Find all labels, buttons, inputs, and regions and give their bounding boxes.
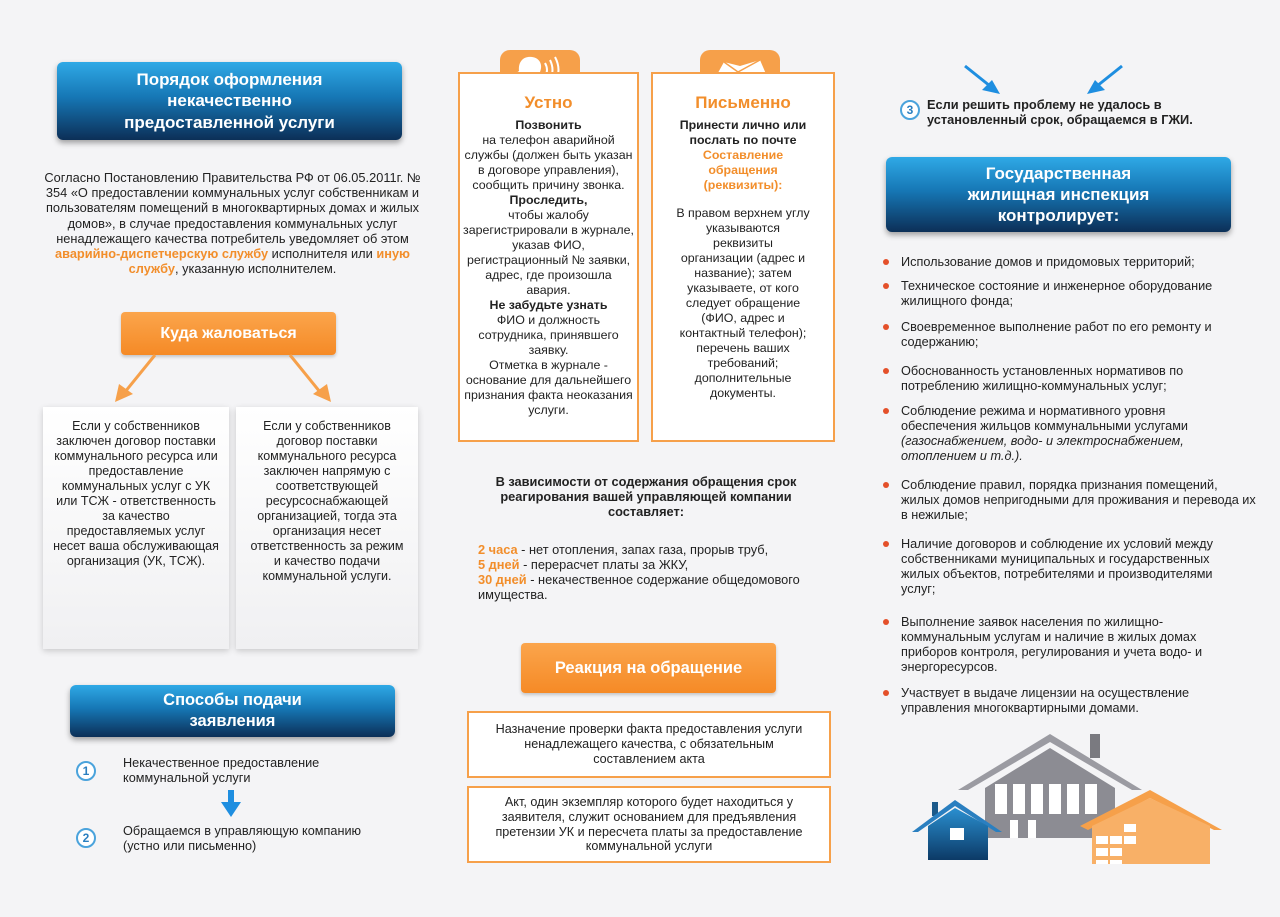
methods-header-title: Способы подачи заявления — [163, 691, 302, 730]
step-down-arrow-icon — [220, 790, 242, 818]
arrow-right-icon — [290, 355, 331, 402]
reaction-box-1: Назначение проверки факта предоставления услуги ненадлежащего качества, с обязательным составлением акта — [467, 711, 831, 778]
oral-content: Позвонить на телефон аварийной службы (должен быть указан в договоре управления), сообщить причину звонка. Проследить, чтобы жалобу зарегистрировали в журнале, указав ФИО, регистрационный № заявки, адрес, где произошла авария. Не забудьте узнать ФИО и должность сотрудника, принявшего заявку. Отметка в журнале - основание для дальнейшего признания факта неоказания услуги. — [463, 118, 634, 417]
houses-illustration — [910, 728, 1230, 868]
step-3-text: Если решить проблему не удалось в установленный срок, обращаемся в ГЖИ. — [927, 97, 1193, 127]
card-resource-supplier: Если у собственников договор поставки коммунального ресурса заключен напрямую с соответствующей ресурсоснабжающей организацией, тогда эта организация несет ответственность за режим и качество подачи коммунальной услуги. — [236, 407, 418, 649]
list-item: Наличие договоров и соблюдение их условий между собственниками муниципальных и государственных жилых объектов, потребителями и производителями услуг; — [883, 537, 1243, 597]
step-1-badge: 1 — [76, 761, 96, 781]
arrow-down-left-icon — [1087, 66, 1122, 94]
list-item: Соблюдение режима и нормативного уровня обеспечения жильцов коммунальными услугами (газоснабжением, водо- и электроснабжением, отоплением и т.д.). — [883, 404, 1243, 464]
response-intro: В зависимости от содержания обращения срок реагирования вашей управляющей компании составляет: — [495, 474, 797, 519]
intro-paragraph: Согласно Постановлению Правительства РФ от 06.05.2011г. № 354 «О предоставлении коммунальных услуг собственникам и пользователям помещений в многоквартирных домах и жилых домов», в случае предоставления коммунальных услуг ненадлежащего качества потребитель уведомляет об этом аварийно-диспетчерскую службу исполнителя или иную службу, указанную исполнителем. — [44, 170, 421, 277]
oral-title: Устно — [524, 93, 573, 112]
pointing-arrows — [960, 62, 1130, 100]
step-3-badge: 3 — [900, 100, 920, 120]
written-title: Письменно — [695, 93, 791, 112]
split-arrows — [105, 352, 345, 407]
list-item: Соблюдение правил, порядка признания помещений, жилых домов непригодными для проживания и перевода их в нежилые; — [883, 478, 1258, 523]
step-2-badge: 2 — [76, 828, 96, 848]
list-item: Своевременное выполнение работ по его ремонту и содержанию; — [883, 320, 1243, 350]
reaction-box-2: Акт, один экземпляр которого будет находиться у заявителя, служит основанием для предъявления претензии УК и пересчета платы за предоставление коммунальной услуги — [467, 786, 831, 863]
list-item: Техническое состояние и инженерное оборудование жилищного фонда; — [883, 279, 1243, 309]
card-uk-tszh: Если у собственников заключен договор поставки коммунального ресурса или предоставление коммунальных услуг с УК или ТСЖ - ответственность за качество предоставляемых услуг несет ваша обслуживающая организация (УК, ТСЖ). — [43, 407, 229, 649]
step-1-text: Некачественное предоставление коммунальной услуги — [123, 756, 320, 785]
list-item: Участвует в выдаче лицензии на осуществление управления многоквартирными домами. — [883, 686, 1238, 716]
timing-item: 2 часа - нет отопления, запах газа, прорыв труб, — [478, 542, 769, 557]
timings-list — [478, 542, 838, 602]
inspection-header — [886, 157, 1231, 232]
timing-item: 30 дней - некачественное содержание общедомового имущества. — [478, 572, 800, 602]
procedure-header-title: Порядок оформления некачественно предоставленной услуги — [124, 70, 335, 132]
arrow-left-icon — [115, 355, 155, 402]
other-service-highlight: иную службу — [128, 246, 410, 277]
inspection-header-title: Государственная жилищная инспекция контролирует: — [967, 163, 1150, 226]
written-content: Принести лично или послать по почте Составление обращения (реквизиты): В правом верхнем углу указываются реквизиты организации (адрес и название); затем указываете, от кого следует обращение (ФИО, адрес и контактный телефон); перечень ваших требований; дополнительные документы. — [676, 118, 810, 400]
arrow-down-right-icon — [965, 66, 1000, 94]
list-item: Использование домов и придомовых территорий; — [883, 255, 1243, 270]
timing-item: 5 дней - перерасчет платы за ЖКУ, — [478, 557, 689, 572]
where-to-complain-button[interactable]: Куда жаловаться — [121, 312, 336, 355]
list-item: Обоснованность установленных нормативов по потреблению жилищно-коммунальных услуг; — [883, 364, 1243, 394]
emergency-service-highlight: аварийно-диспетчерскую службу — [55, 246, 269, 262]
reaction-button[interactable]: Реакция на обращение — [521, 643, 776, 693]
methods-header — [70, 685, 395, 737]
procedure-header — [57, 62, 402, 140]
step-2-text: Обращаемся в управляющую компанию (устно или письменно) — [123, 824, 362, 853]
list-item: Выполнение заявок населения по жилищно-коммунальным услугам и наличие в жилых домах приборов контроля, регулирования и учета водо- и энергоресурсов. — [883, 615, 1238, 675]
